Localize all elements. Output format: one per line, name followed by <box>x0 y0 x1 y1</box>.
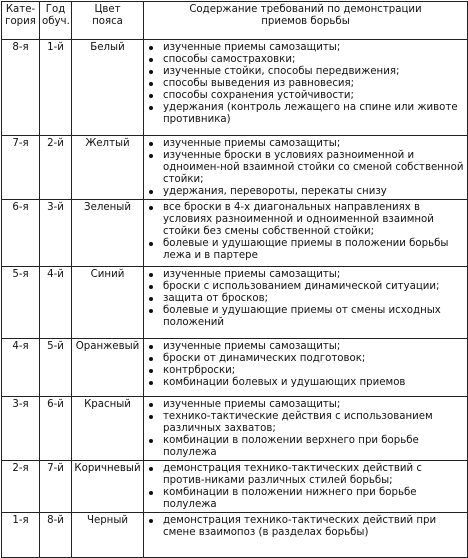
year-cell: 5-й <box>40 339 72 397</box>
requirement-text: изученные броски в условиях разноименной и одноимен-ной взаимной стойки со сменой собственной стойки; <box>163 150 464 185</box>
year-cell: 7-й <box>40 461 72 513</box>
list-item <box>148 186 466 198</box>
requirement-text: удержания (контроль лежащего на спине или животе противника) <box>163 102 458 125</box>
list-item <box>148 281 466 293</box>
requirements-list <box>148 341 466 389</box>
belt-color-cell: Белый <box>72 40 144 136</box>
belt-color-cell: Красный <box>72 397 144 461</box>
list-item <box>148 487 466 511</box>
list-item <box>148 353 466 365</box>
belt-color-cell: Оранжевый <box>72 339 144 397</box>
bullet-icon <box>149 142 153 146</box>
list-item <box>148 435 466 459</box>
category-cell: 8-я <box>2 40 40 136</box>
bullet-icon <box>149 309 153 313</box>
table-header-row <box>2 2 468 40</box>
requirements-cell <box>144 339 468 397</box>
requirements-cell <box>144 200 468 267</box>
year-cell: 6-й <box>40 397 72 461</box>
bullet-icon <box>149 403 153 407</box>
requirement-text: способы сохранения устойчивости; <box>163 90 354 101</box>
list-item <box>148 42 466 54</box>
list-item <box>148 78 466 90</box>
requirement-text: комбинации болевых и удушающих приемов <box>163 377 406 388</box>
list-item <box>148 202 466 238</box>
requirement-text: демонстрация технико-тактических действий при смене взаимопоз (в разделах борьбы) <box>163 515 437 538</box>
bullet-icon <box>149 381 153 385</box>
header-category: Кате- гория <box>2 2 40 40</box>
list-item <box>148 365 466 377</box>
category-cell: 6-я <box>2 200 40 267</box>
list-item <box>148 341 466 353</box>
requirement-text: изученные приемы самозащиты; <box>163 42 341 53</box>
requirements-list <box>148 269 466 329</box>
table-row <box>2 136 468 200</box>
requirements-cell <box>144 513 468 558</box>
table-row <box>2 267 468 339</box>
bullet-icon <box>149 297 153 301</box>
requirement-text: броски от динамических подготовок; <box>163 353 366 364</box>
belt-requirements-table <box>1 1 468 558</box>
bullet-icon <box>149 467 153 471</box>
requirement-text: все броски в 4-х диагональных направлениях в условиях разноименной и одноименной взаимной стойки без смены собственной стойки; <box>163 202 434 237</box>
requirement-text: способы самостраховки; <box>163 54 296 65</box>
requirements-list <box>148 515 466 539</box>
belt-color-cell: Зеленый <box>72 200 144 267</box>
year-cell: 4-й <box>40 267 72 339</box>
requirements-cell <box>144 267 468 339</box>
requirement-text: защита от бросков; <box>163 293 269 304</box>
list-item <box>148 54 466 66</box>
bullet-icon <box>149 491 153 495</box>
requirement-text: изученные приемы самозащиты; <box>163 269 341 280</box>
table-row <box>2 40 468 136</box>
category-cell: 4-я <box>2 339 40 397</box>
list-item <box>148 293 466 305</box>
year-cell: 2-й <box>40 136 72 200</box>
list-item <box>148 102 466 126</box>
bullet-icon <box>149 58 153 62</box>
belt-color-cell: Коричневый <box>72 461 144 513</box>
requirement-text: контрброски; <box>163 365 236 376</box>
bullet-icon <box>149 154 153 158</box>
requirements-cell <box>144 136 468 200</box>
header-requirements: Содержание требований по демонстрации приемов борьбы <box>144 2 468 40</box>
table-row <box>2 513 468 558</box>
header-year: Год обуч. <box>40 2 72 40</box>
list-item <box>148 138 466 150</box>
requirement-text: демонстрация технико-тактических действий с против-никами различных стилей борьбы; <box>163 463 423 486</box>
requirement-text: способы выведения из равновесия; <box>163 78 355 89</box>
list-item <box>148 305 466 329</box>
belt-color-cell: Черный <box>72 513 144 558</box>
bullet-icon <box>149 46 153 50</box>
year-cell: 3-й <box>40 200 72 267</box>
bullet-icon <box>149 357 153 361</box>
bullet-icon <box>149 94 153 98</box>
list-item <box>148 377 466 389</box>
bullet-icon <box>149 190 153 194</box>
requirements-list <box>148 202 466 262</box>
requirement-text: изученные стойки, способы передвижения; <box>163 66 400 77</box>
list-item <box>148 515 466 539</box>
bullet-icon <box>149 415 153 419</box>
requirements-list <box>148 138 466 198</box>
bullet-icon <box>149 519 153 523</box>
table-row <box>2 200 468 267</box>
requirements-cell <box>144 40 468 136</box>
year-cell: 8-й <box>40 513 72 558</box>
list-item <box>148 399 466 411</box>
list-item <box>148 66 466 78</box>
bullet-icon <box>149 206 153 210</box>
list-item <box>148 150 466 186</box>
requirement-text: технико-тактические действия с использованием различных захватов; <box>163 411 433 434</box>
bullet-icon <box>149 285 153 289</box>
requirements-list <box>148 42 466 126</box>
requirements-list <box>148 463 466 511</box>
table-row <box>2 397 468 461</box>
category-cell: 1-я <box>2 513 40 558</box>
requirement-text: изученные приемы самозащиты; <box>163 341 341 352</box>
bullet-icon <box>149 82 153 86</box>
list-item <box>148 411 466 435</box>
requirements-cell <box>144 397 468 461</box>
category-cell: 7-я <box>2 136 40 200</box>
belt-color-cell: Желтый <box>72 136 144 200</box>
list-item <box>148 90 466 102</box>
bullet-icon <box>149 70 153 74</box>
requirement-text: болевые и удушающие приемы от смены исходных положений <box>163 305 441 328</box>
table-row <box>2 461 468 513</box>
requirements-cell <box>144 461 468 513</box>
bullet-icon <box>149 106 153 110</box>
list-item <box>148 463 466 487</box>
bullet-icon <box>149 439 153 443</box>
requirement-text: болевые и удушающие приемы в положении борьбы лежа и в партере <box>163 238 449 261</box>
bullet-icon <box>149 369 153 373</box>
bullet-icon <box>149 345 153 349</box>
bullet-icon <box>149 273 153 277</box>
requirement-text: комбинации в положении верхнего при борьбе полулежа <box>163 435 419 458</box>
requirements-list <box>148 399 466 459</box>
requirement-text: удержания, перевороты, перекаты снизу <box>163 186 387 197</box>
table-row <box>2 339 468 397</box>
requirement-text: броски с использованием динамической ситуации; <box>163 281 440 292</box>
requirement-text: изученные приемы самозащиты; <box>163 399 341 410</box>
bullet-icon <box>149 242 153 246</box>
list-item <box>148 238 466 262</box>
requirement-text: изученные приемы самозащиты; <box>163 138 341 149</box>
belt-color-cell: Синий <box>72 267 144 339</box>
category-cell: 3-я <box>2 397 40 461</box>
year-cell: 1-й <box>40 40 72 136</box>
category-cell: 5-я <box>2 267 40 339</box>
list-item <box>148 269 466 281</box>
category-cell: 2-я <box>2 461 40 513</box>
requirement-text: комбинации в положении нижнего при борьбе полулежа <box>163 487 417 510</box>
header-belt: Цвет пояса <box>72 2 144 40</box>
